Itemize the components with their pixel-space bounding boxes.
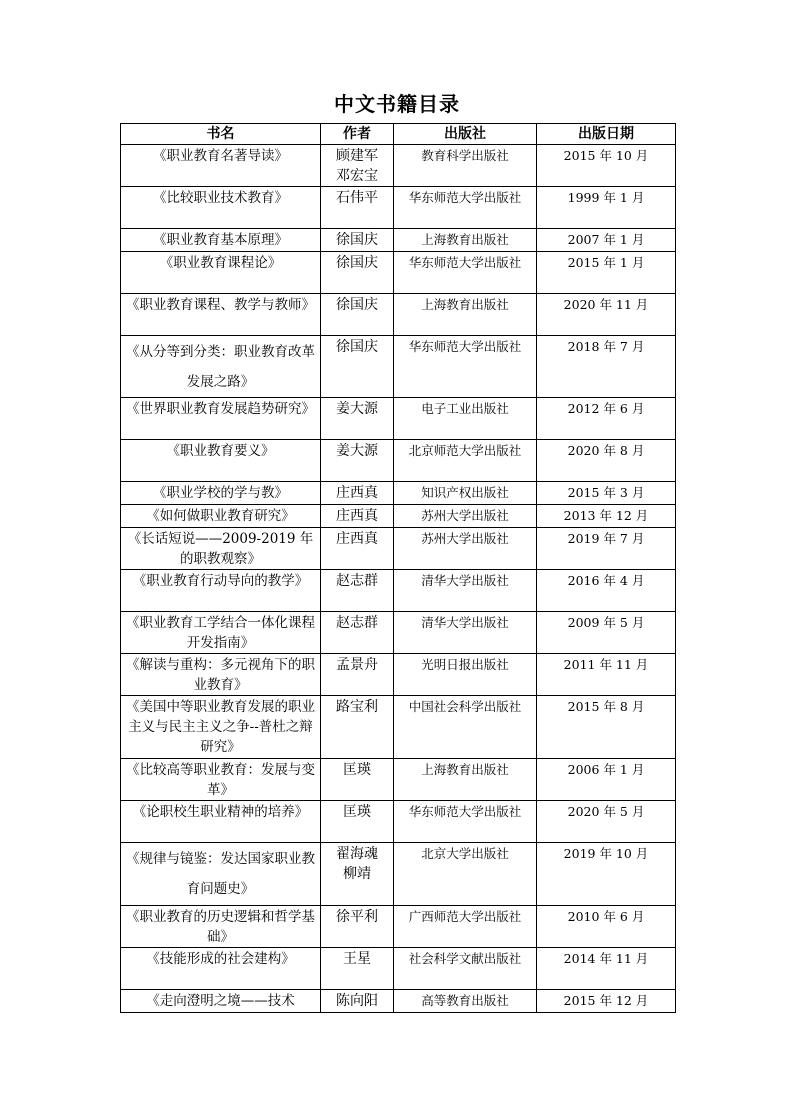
book-title-cell: 《职业教育课程论》 [121,252,321,294]
table-header-row [121,124,676,145]
table-row [121,759,676,801]
book-title-cell: 《论职校生职业精神的培养》 [121,801,321,843]
author-cell: 庄西真 [321,528,394,570]
table-row [121,528,676,570]
publisher-cell: 社会科学文献出版社 [394,948,537,990]
publisher-cell: 教育科学出版社 [394,145,537,187]
author-cell: 徐国庆 [321,294,394,336]
date-cell: 2019 年 10 月 [537,843,676,906]
date-cell: 2009 年 5 月 [537,612,676,654]
publisher-cell: 华东师范大学出版社 [394,801,537,843]
date-cell: 2007 年 1 月 [537,229,676,252]
author-cell: 顾建军 邓宏宝 [321,145,394,187]
book-title-cell: 《职业教育基本原理》 [121,229,321,252]
book-title-cell: 《职业教育的历史逻辑和哲学基础》 [121,906,321,948]
publisher-cell: 中国社会科学出版社 [394,696,537,759]
table-row [121,482,676,505]
table-row [121,440,676,482]
publisher-cell: 广西师范大学出版社 [394,906,537,948]
date-cell: 2015 年 10 月 [537,145,676,187]
publisher-cell: 知识产权出版社 [394,482,537,505]
author-cell: 陈向阳 [321,990,394,1013]
date-cell: 2010 年 6 月 [537,906,676,948]
table-row [121,801,676,843]
author-cell: 赵志群 [321,612,394,654]
table-row [121,505,676,528]
table-row [121,145,676,187]
author-cell: 徐平利 [321,906,394,948]
book-title-cell: 《解读与重构：多元视角下的职业教育》 [121,654,321,696]
book-catalog-table [120,123,676,1013]
date-cell: 2020 年 5 月 [537,801,676,843]
date-cell: 2015 年 3 月 [537,482,676,505]
book-title-cell: 《规律与镜鉴：发达国家职业教育问题史》 [121,843,321,906]
author-cell: 庄西真 [321,505,394,528]
date-cell: 2020 年 11 月 [537,294,676,336]
date-cell: 2006 年 1 月 [537,759,676,801]
table-row [121,570,676,612]
header-title: 书名 [121,124,321,145]
book-title-cell: 《职业教育名著导读》 [121,145,321,187]
book-title-cell: 《从分等到分类：职业教育改革发展之路》 [121,336,321,398]
date-cell: 2016 年 4 月 [537,570,676,612]
author-cell: 匡瑛 [321,759,394,801]
page-title: 中文书籍目录 [334,92,460,116]
table-row [121,294,676,336]
publisher-cell: 高等教育出版社 [394,990,537,1013]
date-cell: 1999 年 1 月 [537,187,676,229]
author-cell: 庄西真 [321,482,394,505]
publisher-cell: 清华大学出版社 [394,612,537,654]
book-title-cell: 《走向澄明之境——技术 [121,990,321,1013]
publisher-cell: 电子工业出版社 [394,398,537,440]
author-cell: 徐国庆 [321,252,394,294]
author-cell: 路宝利 [321,696,394,759]
date-cell: 2014 年 11 月 [537,948,676,990]
publisher-cell: 华东师范大学出版社 [394,336,537,398]
author-cell: 孟景舟 [321,654,394,696]
table-row [121,906,676,948]
book-title-cell: 《比较高等职业教育：发展与变革》 [121,759,321,801]
author-cell: 王星 [321,948,394,990]
publisher-cell: 华东师范大学出版社 [394,252,537,294]
date-cell: 2015 年 1 月 [537,252,676,294]
book-title-cell: 《世界职业教育发展趋势研究》 [121,398,321,440]
author-cell: 徐国庆 [321,336,394,398]
date-cell: 2013 年 12 月 [537,505,676,528]
publisher-cell: 苏州大学出版社 [394,505,537,528]
header-publisher: 出版社 [394,124,537,145]
date-cell: 2020 年 8 月 [537,440,676,482]
author-cell: 石伟平 [321,187,394,229]
author-cell: 翟海魂 柳靖 [321,843,394,906]
date-cell: 2019 年 7 月 [537,528,676,570]
table-row [121,229,676,252]
publisher-cell: 清华大学出版社 [394,570,537,612]
table-row [121,187,676,229]
table-row [121,843,676,906]
book-title-cell: 《职业教育课程、教学与教师》 [121,294,321,336]
book-title-cell: 《职业教育行动导向的教学》 [121,570,321,612]
publisher-cell: 上海教育出版社 [394,229,537,252]
date-cell: 2018 年 7 月 [537,336,676,398]
table-row [121,612,676,654]
table-row [121,696,676,759]
publisher-cell: 光明日报出版社 [394,654,537,696]
publisher-cell: 北京大学出版社 [394,843,537,906]
publisher-cell: 苏州大学出版社 [394,528,537,570]
author-cell: 姜大源 [321,398,394,440]
table-row [121,948,676,990]
header-author: 作者 [321,124,394,145]
book-title-cell: 《比较职业技术教育》 [121,187,321,229]
date-cell: 2012 年 6 月 [537,398,676,440]
date-cell: 2015 年 12 月 [537,990,676,1013]
book-title-cell: 《技能形成的社会建构》 [121,948,321,990]
author-cell: 赵志群 [321,570,394,612]
book-title-cell: 《职业教育要义》 [121,440,321,482]
publisher-cell: 上海教育出版社 [394,759,537,801]
publisher-cell: 上海教育出版社 [394,294,537,336]
author-cell: 匡瑛 [321,801,394,843]
table-row [121,654,676,696]
book-title-cell: 《美国中等职业教育发展的职业主义与民主主义之争--普杜之辩研究》 [121,696,321,759]
table-row [121,252,676,294]
book-title-cell: 《长话短说——2009-2019 年的职教观察》 [121,528,321,570]
publisher-cell: 北京师范大学出版社 [394,440,537,482]
date-cell: 2015 年 8 月 [537,696,676,759]
table-row [121,990,676,1013]
book-title-cell: 《职业学校的学与教》 [121,482,321,505]
table-row [121,336,676,398]
header-date: 出版日期 [537,124,676,145]
table-row [121,398,676,440]
date-cell: 2011 年 11 月 [537,654,676,696]
author-cell: 徐国庆 [321,229,394,252]
book-title-cell: 《职业教育工学结合一体化课程开发指南》 [121,612,321,654]
author-cell: 姜大源 [321,440,394,482]
book-title-cell: 《如何做职业教育研究》 [121,505,321,528]
publisher-cell: 华东师范大学出版社 [394,187,537,229]
